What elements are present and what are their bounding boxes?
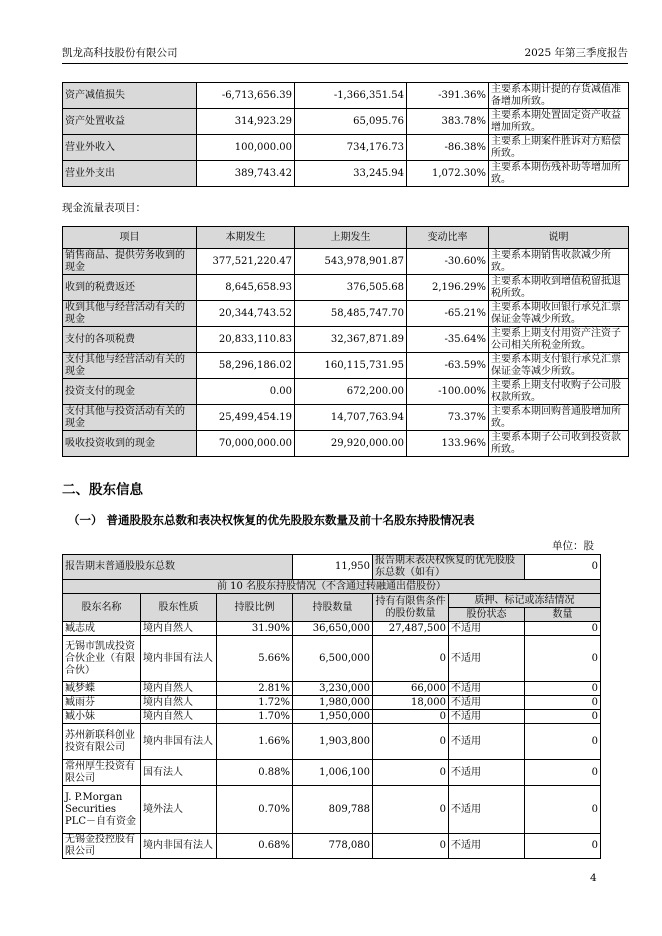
shareholder-ratio: 2.81% — [217, 682, 293, 696]
shareholder-restricted: 0 — [373, 786, 449, 834]
row-note: 主要系本期收回银行承兑汇票保证金等减少所致。 — [489, 301, 629, 327]
row-note: 主要系本期处置固定资产收益增加所致。 — [489, 109, 629, 135]
row-current: 377,521,220.47 — [197, 249, 295, 275]
shareholder-restricted: 0 — [373, 834, 449, 859]
table-row — [63, 636, 601, 682]
shareholder-count: 0 — [525, 682, 601, 696]
shareholder-name: 臧雨芬 — [63, 696, 141, 710]
shareholder-qty: 1,006,100 — [293, 760, 373, 786]
shareholder-status: 不适用 — [449, 786, 525, 834]
shareholder-status: 不适用 — [449, 724, 525, 760]
row-previous: 14,707,763.94 — [295, 405, 407, 431]
shareholder-count: 0 — [525, 622, 601, 636]
shareholder-status: 不适用 — [449, 834, 525, 859]
row-previous: 29,920,000.00 — [295, 431, 407, 457]
col-header-nature: 股东性质 — [141, 594, 217, 622]
shareholder-ratio: 1.66% — [217, 724, 293, 760]
table-row — [63, 327, 629, 353]
shareholder-nature: 境内自然人 — [141, 682, 217, 696]
col-header-current: 本期发生 — [197, 227, 295, 249]
shareholder-count: 0 — [525, 710, 601, 724]
shareholder-table — [62, 554, 601, 859]
table-row — [63, 353, 629, 379]
row-item: 支付的各项税费 — [63, 327, 197, 353]
shareholder-qty: 809,788 — [293, 786, 373, 834]
row-item: 销售商品、提供劳务收到的现金 — [63, 249, 197, 275]
col-header-previous: 上期发生 — [295, 227, 407, 249]
shareholder-ratio: 1.70% — [217, 710, 293, 724]
shareholder-ratio: 1.72% — [217, 696, 293, 710]
row-previous: 543,978,901.87 — [295, 249, 407, 275]
row-current: 20,833,110.83 — [197, 327, 295, 353]
shareholder-count: 0 — [525, 760, 601, 786]
shareholder-restricted: 0 — [373, 710, 449, 724]
shareholder-name: J. P.Morgan Securities PLC－自有资金 — [63, 786, 141, 834]
row-change: 133.96% — [407, 431, 489, 457]
table-row — [63, 696, 601, 710]
row-change: -63.59% — [407, 353, 489, 379]
row-change: -100.00% — [407, 379, 489, 405]
top10-title: 前 10 名股东持股情况（不含通过转融通出借股份） — [63, 580, 601, 594]
shareholder-count: 0 — [525, 786, 601, 834]
row-item: 营业外收入 — [63, 135, 197, 161]
shareholder-status: 不适用 — [449, 636, 525, 682]
shareholder-nature: 境外法人 — [141, 786, 217, 834]
shareholder-status: 不适用 — [449, 760, 525, 786]
shareholder-ratio: 31.90% — [217, 622, 293, 636]
shareholder-nature: 境内非国有法人 — [141, 636, 217, 682]
row-item: 投资支付的现金 — [63, 379, 197, 405]
shareholder-status: 不适用 — [449, 682, 525, 696]
row-current: 0.00 — [197, 379, 295, 405]
preferred-shareholders-label: 报告期末表决权恢复的优先股股东总数（如有） — [373, 555, 525, 580]
shareholder-count: 0 — [525, 636, 601, 682]
row-current: 70,000,000.00 — [197, 431, 295, 457]
shareholder-status: 不适用 — [449, 696, 525, 710]
shareholder-status: 不适用 — [449, 622, 525, 636]
row-current: -6,713,656.39 — [197, 83, 295, 109]
section-title: 二、股东信息 — [62, 482, 143, 498]
table-row — [63, 135, 629, 161]
row-item: 吸收投资收到的现金 — [63, 431, 197, 457]
row-previous: 376,505.68 — [295, 275, 407, 301]
table-row — [63, 109, 629, 135]
shareholder-ratio: 0.70% — [217, 786, 293, 834]
row-change: -391.36% — [407, 83, 489, 109]
shareholder-nature: 境内非国有法人 — [141, 724, 217, 760]
row-note: 主要系本期销售收款减少所致。 — [489, 249, 629, 275]
table-row — [63, 710, 601, 724]
shareholder-count: 0 — [525, 724, 601, 760]
table-row — [63, 405, 629, 431]
row-item: 营业外支出 — [63, 161, 197, 187]
header-company: 凯龙高科技股份有限公司 — [62, 47, 178, 59]
header-divider — [62, 63, 628, 64]
row-change: -86.38% — [407, 135, 489, 161]
row-change: 1,072.30% — [407, 161, 489, 187]
shareholder-qty: 1,903,800 — [293, 724, 373, 760]
col-header-note: 说明 — [489, 227, 629, 249]
shareholder-nature: 境内自然人 — [141, 622, 217, 636]
row-note: 主要系本期支付银行承兑汇票保证金等减少所致。 — [489, 353, 629, 379]
table-row — [63, 249, 629, 275]
shareholder-status: 不适用 — [449, 710, 525, 724]
shareholder-name: 臧小妹 — [63, 710, 141, 724]
shareholder-count: 0 — [525, 696, 601, 710]
shareholder-restricted: 0 — [373, 760, 449, 786]
shareholder-qty: 778,080 — [293, 834, 373, 859]
row-note: 主要系本期计提的存货减值准备增加所致。 — [489, 83, 629, 109]
shareholder-name: 无锡市凯成投资合伙企业（有限合伙） — [63, 636, 141, 682]
row-previous: 734,176.73 — [295, 135, 407, 161]
shareholder-nature: 境内自然人 — [141, 696, 217, 710]
col-header-restricted: 持有有限售条件的股份数量 — [373, 594, 449, 622]
unit-label: 单位：股 — [552, 540, 594, 552]
shareholder-qty: 1,980,000 — [293, 696, 373, 710]
cashflow-label: 现金流量表项目： — [62, 202, 146, 214]
shareholder-restricted: 18,000 — [373, 696, 449, 710]
row-note: 主要系本期回购普通股增加所致。 — [489, 405, 629, 431]
row-previous: 33,245.94 — [295, 161, 407, 187]
shareholder-nature: 境内自然人 — [141, 710, 217, 724]
table-row — [63, 275, 629, 301]
shareholder-ratio: 0.88% — [217, 760, 293, 786]
row-previous: 65,095.76 — [295, 109, 407, 135]
shareholder-restricted: 66,000 — [373, 682, 449, 696]
row-previous: 58,485,747.70 — [295, 301, 407, 327]
row-change: -65.21% — [407, 301, 489, 327]
shareholder-restricted: 0 — [373, 636, 449, 682]
row-previous: -1,366,351.54 — [295, 83, 407, 109]
row-note: 主要系本期收到增值税留抵退税所致。 — [489, 275, 629, 301]
header-report-title: 2025 年第三季度报告 — [524, 47, 628, 59]
row-note: 主要系上期支付收购子公司股权款所致。 — [489, 379, 629, 405]
shareholder-nature: 境内非国有法人 — [141, 834, 217, 859]
shareholder-name: 臧梦蝶 — [63, 682, 141, 696]
shareholder-name: 臧志成 — [63, 622, 141, 636]
row-current: 25,499,454.19 — [197, 405, 295, 431]
row-item: 支付其他与经营活动有关的现金 — [63, 353, 197, 379]
shareholder-name: 苏州新联科创业投资有限公司 — [63, 724, 141, 760]
shareholder-qty: 1,950,000 — [293, 710, 373, 724]
col-header-count: 数量 — [525, 608, 601, 622]
table-row — [63, 760, 601, 786]
table-row — [63, 724, 601, 760]
cashflow-table — [62, 226, 629, 457]
row-current: 100,000.00 — [197, 135, 295, 161]
row-current: 314,923.29 — [197, 109, 295, 135]
shareholder-ratio: 5.66% — [217, 636, 293, 682]
row-item: 支付其他与投资活动有关的现金 — [63, 405, 197, 431]
shareholder-restricted: 0 — [373, 724, 449, 760]
shareholder-qty: 6,500,000 — [293, 636, 373, 682]
page-number: 4 — [590, 872, 597, 884]
total-shareholders-value: 11,950 — [293, 555, 373, 580]
col-header-change: 变动比率 — [407, 227, 489, 249]
row-item: 资产处置收益 — [63, 109, 197, 135]
col-header-qty: 持股数量 — [293, 594, 373, 622]
row-current: 389,743.42 — [197, 161, 295, 187]
table-row — [63, 379, 629, 405]
row-change: -35.64% — [407, 327, 489, 353]
shareholder-ratio: 0.68% — [217, 834, 293, 859]
table-row — [63, 301, 629, 327]
table-row — [63, 682, 601, 696]
table-row — [63, 83, 629, 109]
row-item: 资产减值损失 — [63, 83, 197, 109]
row-change: 2,196.29% — [407, 275, 489, 301]
row-previous: 672,200.00 — [295, 379, 407, 405]
col-header-name: 股东名称 — [63, 594, 141, 622]
table-row — [63, 622, 601, 636]
row-item: 收到的税费返还 — [63, 275, 197, 301]
col-header-status: 股份状态 — [449, 608, 525, 622]
row-note: 主要系本期伤残补助等增加所致。 — [489, 161, 629, 187]
row-current: 8,645,658.93 — [197, 275, 295, 301]
row-note: 主要系上期支付用资产注资子公司相关所税金所致。 — [489, 327, 629, 353]
shareholder-name: 无锡金投控股有限公司 — [63, 834, 141, 859]
shareholder-restricted: 27,487,500 — [373, 622, 449, 636]
row-note: 主要系上期案件胜诉对方赔偿所致。 — [489, 135, 629, 161]
total-shareholders-label: 报告期末普通股股东总数 — [63, 555, 293, 580]
row-previous: 32,367,871.89 — [295, 327, 407, 353]
row-change: 73.37% — [407, 405, 489, 431]
col-header-ratio: 持股比例 — [217, 594, 293, 622]
shareholder-qty: 36,650,000 — [293, 622, 373, 636]
subsection-title: （一） 普通股股东总数和表决权恢复的优先股股东数量及前十名股东持股情况表 — [68, 513, 475, 527]
table-row — [63, 786, 601, 834]
table-row — [63, 161, 629, 187]
col-header-item: 项目 — [63, 227, 197, 249]
row-item: 收到其他与经营活动有关的现金 — [63, 301, 197, 327]
shareholder-name: 常州厚生投资有限公司 — [63, 760, 141, 786]
row-previous: 160,115,731.95 — [295, 353, 407, 379]
col-header-pledge: 质押、标记或冻结情况 — [449, 594, 601, 608]
shareholder-qty: 3,230,000 — [293, 682, 373, 696]
income-table — [62, 82, 629, 187]
row-current: 58,296,186.02 — [197, 353, 295, 379]
preferred-shareholders-value: 0 — [525, 555, 601, 580]
row-change: 383.78% — [407, 109, 489, 135]
row-note: 主要系本期子公司收到投资款所致。 — [489, 431, 629, 457]
shareholder-count: 0 — [525, 834, 601, 859]
table-row — [63, 431, 629, 457]
row-change: -30.60% — [407, 249, 489, 275]
row-current: 20,344,743.52 — [197, 301, 295, 327]
table-row — [63, 834, 601, 859]
shareholder-nature: 国有法人 — [141, 760, 217, 786]
